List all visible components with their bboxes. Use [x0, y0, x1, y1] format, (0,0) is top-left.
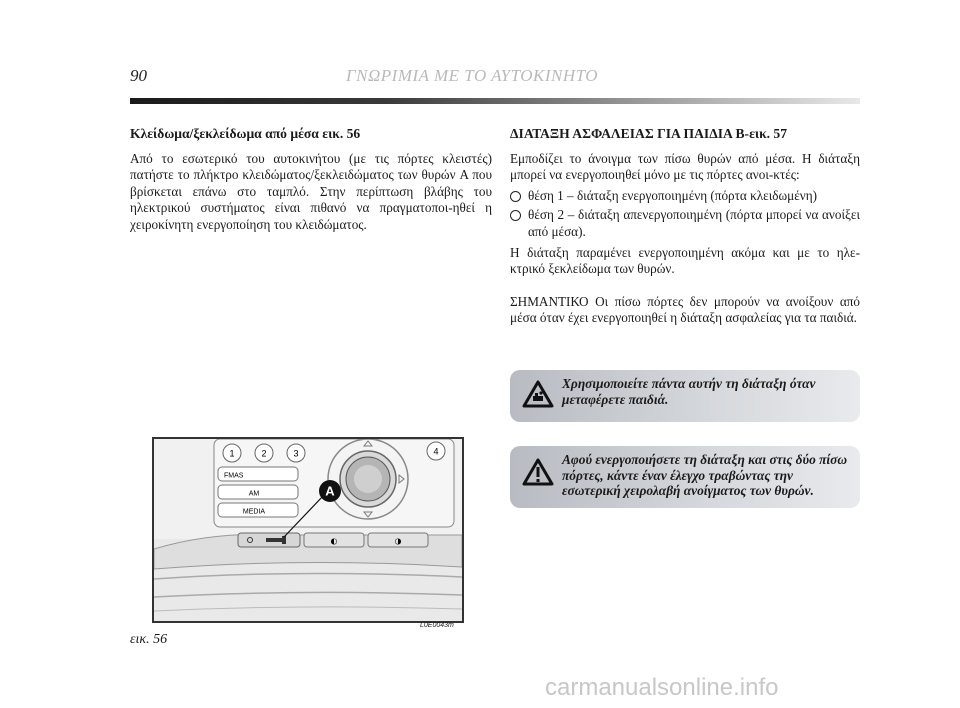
- svg-text:AM: AM: [248, 490, 260, 498]
- door-lock-button[interactable]: [238, 533, 300, 547]
- preset-button-1[interactable]: [223, 444, 241, 462]
- watermark: carmanualsonline.info: [545, 674, 779, 701]
- band-button-media[interactable]: [218, 503, 298, 517]
- control-knob[interactable]: [328, 439, 408, 519]
- rear-fog-button[interactable]: [368, 533, 428, 547]
- left-heading: Κλείδωμα/ξεκλείδωμα από μέσα εικ. 56: [130, 126, 361, 141]
- list-item: [510, 207, 860, 240]
- callout-a-marker: [319, 480, 341, 502]
- bullet-circle-icon: [510, 191, 521, 202]
- exclamation-warning-icon: [522, 458, 554, 486]
- figure-56-dashboard: [152, 437, 464, 623]
- list-item-text: θέση 2 – διάταξη απενεργοποιημένη (πόρτα μπορεί να ανοίξει από μέσα).: [528, 207, 860, 239]
- warning-text-1: Χρησιμοποιείτε πάντα αυτήν τη διάταξη όταν μεταφέρετε παιδιά.: [562, 376, 816, 407]
- warning-box-2: [510, 446, 860, 508]
- band-button-fm[interactable]: [218, 467, 298, 481]
- bullet-circle-icon: [510, 210, 521, 221]
- warning-text-2: Αφού ενεργοποιήσετε τη διάταξη και στις δύο πίσω πόρτες, κάντε έναν έλεγχο τραβώντας την εσωτερική χειρολαβή ανοίγματος των θυρών.: [562, 452, 848, 499]
- preset-button-2[interactable]: [255, 444, 273, 462]
- list-item: [510, 188, 860, 205]
- fog-light-button[interactable]: [304, 533, 364, 547]
- figure-caption: εικ. 56: [130, 632, 168, 647]
- right-after: Η διάταξη παραμένει ενεργοποιημένη ακόμα και με το ηλε-κτρικό ξεκλείδωμα των θυρών.: [510, 244, 860, 277]
- important-note: ΣΗΜΑΝΤΙΚΟ Οι πίσω πόρτες δεν μπορούν να ανοίξουν από μέσα όταν έχει ενεργοποιηθεί η διάταξη ασφαλείας για τα παιδιά.: [510, 293, 860, 326]
- svg-text:A: A: [325, 483, 335, 499]
- svg-text:◐: ◐: [330, 536, 338, 546]
- svg-text:2: 2: [261, 448, 267, 459]
- preset-button-3[interactable]: [287, 444, 305, 462]
- figure-code: L0E0043m: [420, 622, 454, 629]
- child-seat-warning-icon: [522, 380, 554, 408]
- band-button-am[interactable]: [218, 485, 298, 499]
- preset-button-4[interactable]: [427, 442, 445, 460]
- svg-text:1: 1: [229, 448, 235, 459]
- right-heading: ΔΙΑΤΑΞΗ ΑΣΦΑΛΕΙΑΣ ΓΙΑ ΠΑΙΔΙΑ B-εικ. 57: [510, 126, 788, 141]
- svg-text:FMAS: FMAS: [224, 472, 244, 480]
- warning-box-1: [510, 370, 860, 422]
- running-title: ΓΝΩΡΙΜΙΑ ΜΕ ΤΟ ΑΥΤΟΚΙΝΗΤΟ: [346, 66, 599, 85]
- svg-text:◑: ◑: [394, 536, 402, 546]
- right-intro: Εμποδίζει το άνοιγμα των πίσω θυρών από μέσα. Η διάταξη μπορεί να ενεργοποιηθεί μόνο με τις πόρτες ανοι-κτές:: [510, 150, 860, 183]
- list-item-text: θέση 1 – διάταξη ενεργοποιημένη (πόρτα κλειδωμένη): [528, 187, 817, 203]
- svg-text:4: 4: [433, 446, 439, 457]
- header-rule: [130, 98, 860, 104]
- dashboard-illustration: [154, 439, 462, 621]
- right-column: [510, 126, 860, 327]
- position-list: [510, 188, 860, 241]
- left-column: [130, 126, 492, 234]
- left-body: Από το εσωτερικό του αυτοκινήτου (με τις πόρτες κλειστές) πατήστε το πλήκτρο κλειδώματος/ξεκλειδώματος των θυρών A που βρίσκεται επάνω στο ταμπλό. Στην περίπτωση βλάβης του ηλεκτρικού συστήματος είναι πιθανό να πραγματοποι-ηθεί η χειροκίνητη ενεργοποίηση του κλειδώματος.: [130, 150, 492, 232]
- svg-text:3: 3: [293, 448, 299, 459]
- svg-text:MEDIA: MEDIA: [242, 508, 266, 516]
- page-number: 90: [130, 66, 147, 85]
